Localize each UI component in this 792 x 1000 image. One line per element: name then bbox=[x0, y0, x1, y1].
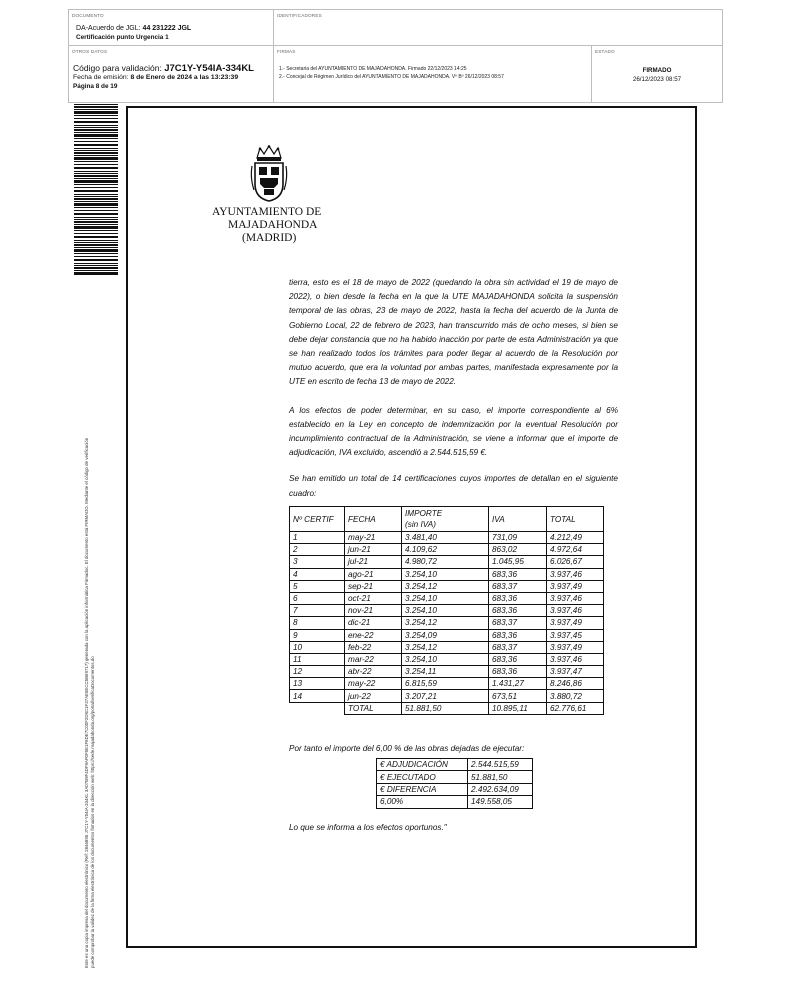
total-cell: 51.881,50 bbox=[402, 702, 489, 714]
side-verification-text bbox=[84, 268, 97, 968]
acuerdo-number: 44 231222 JGL bbox=[142, 25, 192, 32]
table-cell: 3.254,11 bbox=[402, 666, 489, 678]
table-cell: 3.937,47 bbox=[547, 666, 604, 678]
table-cell: 6 bbox=[290, 592, 345, 604]
table-cell: 1 bbox=[290, 532, 345, 544]
barcode-bar bbox=[74, 104, 118, 105]
validation-code: J7C1Y-Y54IA-334KL bbox=[164, 63, 254, 74]
table-cell: 3.937,49 bbox=[547, 617, 604, 629]
firmas-label: FIRMAS bbox=[277, 49, 296, 54]
document-header bbox=[68, 9, 723, 103]
side-text-line-1: Este es una copia impresa del documento electrónico (Ref: 2846895 J7C1Y-Y54IA-334KL 3A07B9F4DF9AF0F5E1F8DE7C00F2D9C1F37AE5ECC5B69717) generada con la aplicación informática Firmadoc. El documento está FIRMADO. Mediante el código de verificación bbox=[84, 437, 89, 968]
firma-2: 2.- Concejal de Régimen Jurídico del AYUNTAMIENTO DE MAJADAHONDA. Vº Bº 26/12/2023 08:57 bbox=[279, 74, 504, 80]
table-cell: nov-21 bbox=[345, 605, 402, 617]
table-cell: 4.972,64 bbox=[547, 544, 604, 556]
issue-date-line: Fecha de emisión: 8 de Enero de 2024 a las 13:23:39 bbox=[73, 74, 239, 81]
barcode-bar bbox=[74, 155, 118, 156]
otros-datos-cell bbox=[69, 46, 274, 102]
closing-line: Lo que se informa a los efectos oportunos." bbox=[289, 823, 447, 832]
summary-label: € DIFERENCIA bbox=[377, 783, 468, 795]
table-cell: ago-21 bbox=[345, 568, 402, 580]
barcode-bar bbox=[74, 226, 118, 229]
col-header-importe: IMPORTE (sin IVA) bbox=[402, 507, 489, 532]
total-cell: TOTAL bbox=[345, 702, 402, 714]
barcode-bar bbox=[74, 118, 118, 119]
barcode-bar bbox=[74, 141, 118, 142]
barcode-bar bbox=[74, 171, 118, 172]
table-header-row bbox=[290, 507, 604, 532]
table-cell: 11 bbox=[290, 653, 345, 665]
summary-value: 2.492.634,09 bbox=[468, 783, 533, 795]
side-text-line-2: puede comprobar la validez de la firma electrónica de los documentos firmados en la dirección web: https://sede.majadahonda.org/portal/verificaDocumentos.do bbox=[90, 656, 96, 968]
table-cell: mar-22 bbox=[345, 653, 402, 665]
table-cell: 1.431,27 bbox=[489, 678, 547, 690]
barcode-bar bbox=[74, 196, 118, 197]
summary-row bbox=[377, 759, 533, 771]
table-cell: 3.937,46 bbox=[547, 568, 604, 580]
barcode-bar bbox=[74, 233, 118, 234]
table-cell: 3.937,46 bbox=[547, 653, 604, 665]
table-cell: 3.937,49 bbox=[547, 641, 604, 653]
table-cell: sep-21 bbox=[345, 580, 402, 592]
barcode-bar bbox=[74, 256, 118, 257]
total-cell: 10.895,11 bbox=[489, 702, 547, 714]
table-cell: 3.254,10 bbox=[402, 592, 489, 604]
identificadores-label: IDENTIFICADORES bbox=[277, 13, 322, 18]
table-cell: 683,36 bbox=[489, 629, 547, 641]
table-cell: abr-22 bbox=[345, 666, 402, 678]
table-cell: 8 bbox=[290, 617, 345, 629]
barcode-bar bbox=[74, 259, 118, 261]
report-body bbox=[289, 276, 618, 501]
table-cell: 731,09 bbox=[489, 532, 547, 544]
barcode-bar bbox=[74, 253, 118, 254]
estado-date: 26/12/2023 08:57 bbox=[632, 76, 682, 83]
summary-value: 2.544.515,59 bbox=[468, 759, 533, 771]
table-row bbox=[290, 532, 604, 544]
identificadores-cell bbox=[274, 10, 722, 46]
barcode-bar bbox=[74, 213, 118, 215]
barcode-bar bbox=[74, 203, 118, 206]
table-cell: jun-21 bbox=[345, 544, 402, 556]
table-cell: 683,37 bbox=[489, 641, 547, 653]
table-cell: 3.254,12 bbox=[402, 580, 489, 592]
table-cell: 6.026,67 bbox=[547, 556, 604, 568]
table-cell: 14 bbox=[290, 690, 345, 702]
barcode-bar bbox=[74, 187, 118, 188]
col-header-total: TOTAL bbox=[547, 507, 604, 532]
barcode-bar bbox=[74, 180, 118, 183]
letterhead-line-1: AYUNTAMIENTO DE bbox=[212, 206, 322, 218]
barcode-bar bbox=[74, 138, 118, 139]
table-cell: 673,51 bbox=[489, 690, 547, 702]
table-cell: 1.045,95 bbox=[489, 556, 547, 568]
table-cell: 3.254,10 bbox=[402, 653, 489, 665]
barcode-bar bbox=[74, 109, 118, 110]
total-cell: 62.776,61 bbox=[547, 702, 604, 714]
table-cell: 12 bbox=[290, 666, 345, 678]
table-cell: 683,36 bbox=[489, 592, 547, 604]
table-total-row bbox=[290, 702, 604, 714]
certifications-table bbox=[289, 506, 604, 715]
table-row bbox=[290, 617, 604, 629]
summary-value: 149.558,05 bbox=[468, 796, 533, 808]
table-cell: 10 bbox=[290, 641, 345, 653]
barcode-bar bbox=[74, 240, 118, 241]
barcode-bar bbox=[74, 198, 118, 200]
barcode-bar bbox=[74, 249, 118, 252]
letterhead-line-2: MAJADAHONDA bbox=[228, 219, 318, 231]
table-row bbox=[290, 544, 604, 556]
table-cell: 2 bbox=[290, 544, 345, 556]
summary-value: 51.881,50 bbox=[468, 771, 533, 783]
barcode-bar bbox=[74, 164, 118, 165]
barcode-bar bbox=[74, 263, 118, 264]
table-cell: 3.937,46 bbox=[547, 605, 604, 617]
summary-row bbox=[377, 771, 533, 783]
barcode-bar bbox=[74, 173, 118, 174]
barcode-bar bbox=[74, 152, 118, 154]
paragraph-1: tierra, esto es el 18 de mayo de 2022 (quedando la obra sin actividad el 19 de mayo de 2022), o bien desde la fecha en la que la UTE MAJADAHONDA solicita la suspensión temporal de las obras, 23 de mayo de 2022, hasta la fecha del acuerdo de la Junta de Gobierno Local, 22 de febrero de 2023, han transcurrido más de ocho meses, si bien se debe dejar constancia que no ha habido inacción por parte de esta Administración ya que se han realizado todos los trámites para poder llegar al acuerdo de la Resolución por mutuo acuerdo, que era la voluntad por ambas partes, manifestada expresamente por la UTE en escrito de fecha 13 de mayo de 2022. bbox=[289, 278, 618, 387]
col-header-iva: IVA bbox=[489, 507, 547, 532]
table-row bbox=[290, 568, 604, 580]
table-cell: 4.980,72 bbox=[402, 556, 489, 568]
barcode-bar bbox=[74, 219, 118, 220]
table-cell: 7 bbox=[290, 605, 345, 617]
table-row bbox=[290, 605, 604, 617]
table-cell: 13 bbox=[290, 678, 345, 690]
table-cell: may-21 bbox=[345, 532, 402, 544]
letterhead-line-3: (MADRID) bbox=[242, 232, 297, 244]
table-cell: 3.937,49 bbox=[547, 580, 604, 592]
six-percent-intro: Por tanto el importe del 6,00 % de las obras dejadas de ejecutar: bbox=[289, 744, 525, 753]
table-cell: 683,36 bbox=[489, 568, 547, 580]
barcode-bar bbox=[74, 157, 118, 160]
table-row bbox=[290, 580, 604, 592]
barcode-bar bbox=[74, 265, 118, 266]
barcode-bar bbox=[74, 244, 118, 246]
barcode-bar bbox=[74, 129, 118, 131]
table-cell: 3.254,10 bbox=[402, 568, 489, 580]
firma-1: 1.- Secretaria del AYUNTAMIENTO DE MAJADAHONDA. Firmado 22/12/2023 14:25 bbox=[279, 66, 467, 72]
table-cell: 8.246,86 bbox=[547, 678, 604, 690]
table-cell-empty bbox=[290, 702, 345, 714]
table-cell: oct-21 bbox=[345, 592, 402, 604]
barcode-bar bbox=[74, 207, 118, 208]
letterhead bbox=[212, 206, 328, 245]
table-cell: 3.254,12 bbox=[402, 617, 489, 629]
table-cell: 3.937,46 bbox=[547, 592, 604, 604]
table-cell: 683,36 bbox=[489, 605, 547, 617]
table-cell: 4.212,49 bbox=[547, 532, 604, 544]
table-row bbox=[290, 690, 604, 702]
barcode-bar bbox=[74, 125, 118, 126]
summary-label: € EJECUTADO bbox=[377, 771, 468, 783]
table-cell: 3.481,40 bbox=[402, 532, 489, 544]
barcode-bar bbox=[74, 217, 118, 218]
page-number: Página 8 de 19 bbox=[73, 83, 118, 90]
table-cell: 683,37 bbox=[489, 617, 547, 629]
table-row bbox=[290, 666, 604, 678]
estado-value: FIRMADO bbox=[642, 67, 672, 74]
barcode-bar bbox=[74, 111, 118, 114]
table-cell: ene-22 bbox=[345, 629, 402, 641]
barcode-bar bbox=[74, 132, 118, 133]
barcode-bar bbox=[74, 144, 118, 146]
table-cell: 3 bbox=[290, 556, 345, 568]
documento-line2: Certificación punto Urgencia 1 bbox=[76, 34, 169, 41]
otros-datos-label: OTROS DATOS bbox=[72, 49, 108, 54]
table-cell: jun-22 bbox=[345, 690, 402, 702]
barcode-bar bbox=[74, 224, 118, 225]
table-row bbox=[290, 556, 604, 568]
barcode-bar bbox=[74, 148, 118, 149]
table-row bbox=[290, 629, 604, 641]
barcode-bar bbox=[74, 242, 118, 243]
documento-cell bbox=[69, 10, 274, 46]
table-row bbox=[290, 678, 604, 690]
barcode-bar bbox=[74, 178, 118, 179]
summary-row bbox=[377, 783, 533, 795]
table-row bbox=[290, 592, 604, 604]
table-cell: 683,36 bbox=[489, 666, 547, 678]
table-cell: 3.254,09 bbox=[402, 629, 489, 641]
barcode-bar bbox=[74, 221, 118, 223]
barcode-bar bbox=[74, 134, 118, 137]
table-cell: 5 bbox=[290, 580, 345, 592]
table-cell: may-22 bbox=[345, 678, 402, 690]
barcode-bar bbox=[74, 190, 118, 192]
summary-label: € ADJUDICACIÓN bbox=[377, 759, 468, 771]
barcode-bar bbox=[74, 115, 118, 116]
table-cell: jul-21 bbox=[345, 556, 402, 568]
barcode-bar bbox=[74, 106, 118, 108]
barcode-bar bbox=[74, 210, 118, 211]
table-cell: 3.254,12 bbox=[402, 641, 489, 653]
table-cell: dic-21 bbox=[345, 617, 402, 629]
barcode-bar bbox=[74, 161, 118, 162]
issue-date: 8 de Enero de 2024 a las 13:23:39 bbox=[130, 74, 239, 81]
table-cell: 9 bbox=[290, 629, 345, 641]
barcode-bar bbox=[74, 247, 118, 248]
estado-label: ESTADO bbox=[595, 49, 615, 54]
table-cell: 4 bbox=[290, 568, 345, 580]
barcode-bar bbox=[74, 121, 118, 123]
barcode-image bbox=[74, 104, 118, 276]
estado-cell bbox=[592, 46, 722, 102]
barcode-bar bbox=[74, 127, 118, 128]
barcode-bar bbox=[74, 230, 118, 231]
paragraph-3: Se han emitido un total de 14 certificaciones cuyos importes de detallan en el siguiente cuadro: bbox=[289, 474, 618, 498]
table-cell: 3.880,72 bbox=[547, 690, 604, 702]
barcode-bar bbox=[74, 184, 118, 185]
table-cell: 3.254,10 bbox=[402, 605, 489, 617]
firmas-cell bbox=[274, 46, 592, 102]
table-cell: 6.815,59 bbox=[402, 678, 489, 690]
barcode-bar bbox=[74, 150, 118, 151]
barcode-bar bbox=[74, 201, 118, 202]
table-cell: 863,02 bbox=[489, 544, 547, 556]
table-cell: feb-22 bbox=[345, 641, 402, 653]
barcode-bar bbox=[74, 236, 118, 238]
barcode-bar bbox=[74, 175, 118, 177]
table-cell: 3.937,45 bbox=[547, 629, 604, 641]
barcode-bar bbox=[74, 194, 118, 195]
table-row bbox=[290, 653, 604, 665]
table-cell: 683,36 bbox=[489, 653, 547, 665]
table-cell: 3.207,21 bbox=[402, 690, 489, 702]
summary-label: 6,00% bbox=[377, 796, 468, 808]
col-header-fecha: FECHA bbox=[345, 507, 402, 532]
summary-row bbox=[377, 796, 533, 808]
table-cell: 683,37 bbox=[489, 580, 547, 592]
table-row bbox=[290, 641, 604, 653]
paragraph-2: A los efectos de poder determinar, en su caso, el importe correspondiente al 6% establecido en la Ley en concepto de indemnización por la eventual Resolución por incumplimiento contractual de la Administración, se viene a informar que el importe de adjudicación, IVA excluido, ascendió a 2.544.515,59 €. bbox=[289, 405, 618, 458]
summary-table bbox=[376, 758, 533, 809]
col-header-certif: Nº CERTIF bbox=[290, 507, 345, 532]
documento-line1: DA-Acuerdo de JGL: 44 231222 JGL bbox=[76, 25, 192, 32]
validation-code-line: Código para validación: J7C1Y-Y54IA-334KL bbox=[73, 63, 254, 74]
barcode-bar bbox=[74, 167, 118, 169]
documento-label: DOCUMENTO bbox=[72, 13, 104, 18]
coat-of-arms-icon bbox=[250, 144, 288, 202]
table-cell: 4.109,62 bbox=[402, 544, 489, 556]
